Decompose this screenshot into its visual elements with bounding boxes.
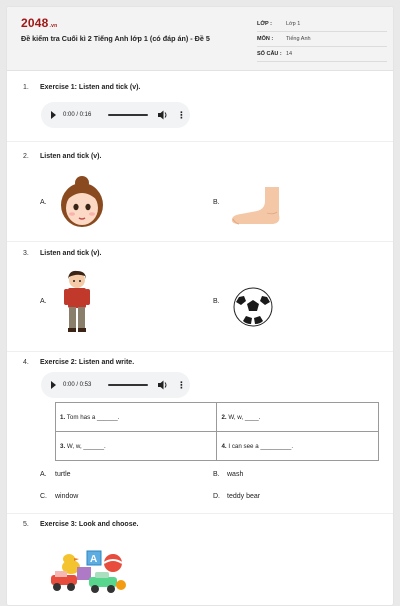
option-letter: D. bbox=[213, 493, 220, 500]
play-icon[interactable] bbox=[51, 381, 56, 389]
question-number: 2. bbox=[23, 153, 29, 160]
audio-player bbox=[41, 372, 190, 398]
volume-icon[interactable] bbox=[158, 109, 168, 121]
meta-value: 14 bbox=[286, 51, 293, 57]
cell-number: 2. bbox=[221, 413, 227, 421]
meta-row-count bbox=[257, 47, 387, 62]
fill-in-table bbox=[55, 402, 379, 461]
cell-number: 1. bbox=[60, 413, 66, 421]
question-title: Listen and tick (v). bbox=[40, 250, 102, 257]
option-text[interactable]: teddy bear bbox=[227, 493, 261, 500]
option-letter: B. bbox=[213, 298, 220, 305]
boy-image[interactable] bbox=[63, 270, 91, 334]
option-text[interactable]: turtle bbox=[55, 471, 71, 478]
question-divider bbox=[7, 141, 393, 142]
play-icon[interactable] bbox=[51, 111, 56, 119]
more-vertical-icon[interactable]: ⋮ bbox=[177, 110, 186, 120]
question-number: 1. bbox=[23, 84, 29, 91]
table-cell bbox=[217, 432, 379, 461]
meta-value: Tiếng Anh bbox=[286, 36, 311, 42]
toys-image[interactable] bbox=[45, 547, 127, 597]
cell-text: Tom has a ______. bbox=[66, 413, 120, 421]
meta-row-class bbox=[257, 17, 387, 32]
meta-key: SỐ CÂU : bbox=[257, 51, 282, 57]
foot-image[interactable] bbox=[227, 185, 287, 227]
option-text[interactable]: window bbox=[55, 493, 79, 500]
audio-time: 0:00 / 0:53 bbox=[63, 382, 92, 388]
more-vertical-icon[interactable]: ⋮ bbox=[177, 380, 186, 390]
table-row bbox=[56, 432, 379, 461]
question-divider bbox=[7, 351, 393, 352]
logo-main: 2048 bbox=[21, 16, 49, 30]
question-divider bbox=[7, 241, 393, 242]
svg-text:A: A bbox=[90, 554, 98, 565]
logo-suffix: .vn bbox=[49, 23, 58, 29]
cell-text: W, w, ______. bbox=[66, 442, 106, 450]
table-cell bbox=[56, 403, 217, 432]
table-cell bbox=[217, 403, 379, 432]
exam-page bbox=[6, 6, 394, 606]
page-title: Đề kiểm tra Cuối kì 2 Tiếng Anh lớp 1 (có đáp án) - Đề 5 bbox=[21, 34, 210, 43]
audio-progress-track[interactable] bbox=[108, 114, 148, 116]
meta-value: Lớp 1 bbox=[286, 21, 301, 27]
option-text[interactable]: wash bbox=[227, 471, 244, 478]
question-number: 3. bbox=[23, 250, 29, 257]
question-number: 5. bbox=[23, 521, 29, 528]
girl-face-image[interactable] bbox=[59, 175, 105, 229]
exam-header bbox=[7, 7, 393, 71]
question-title: Exercise 1: Listen and tick (v). bbox=[40, 84, 141, 91]
question-number: 4. bbox=[23, 359, 29, 366]
question-title: Exercise 3: Look and choose. bbox=[40, 521, 139, 528]
question-divider bbox=[7, 513, 393, 514]
option-letter: B. bbox=[213, 199, 220, 206]
audio-progress-track[interactable] bbox=[108, 384, 148, 386]
option-letter: B. bbox=[213, 471, 220, 478]
volume-icon[interactable] bbox=[158, 379, 168, 391]
option-letter: A. bbox=[40, 298, 47, 305]
cell-number: 4. bbox=[221, 442, 227, 450]
cell-text: I can see a _________. bbox=[228, 442, 294, 450]
site-logo[interactable] bbox=[21, 16, 57, 30]
exam-meta bbox=[257, 17, 387, 62]
option-letter: C. bbox=[40, 493, 47, 500]
meta-key: MÔN : bbox=[257, 36, 274, 42]
question-title: Listen and tick (v). bbox=[40, 153, 102, 160]
audio-time: 0:00 / 0:16 bbox=[63, 112, 92, 118]
meta-row-subject bbox=[257, 32, 387, 47]
option-letter: A. bbox=[40, 199, 47, 206]
table-row bbox=[56, 403, 379, 432]
audio-player bbox=[41, 102, 190, 128]
table-cell bbox=[56, 432, 217, 461]
meta-key: LỚP : bbox=[257, 21, 272, 27]
soccer-ball-image[interactable] bbox=[233, 287, 273, 327]
question-title: Exercise 2: Listen and write. bbox=[40, 359, 135, 366]
cell-number: 3. bbox=[60, 442, 66, 450]
cell-text: W, w, ____. bbox=[228, 413, 261, 421]
option-letter: A. bbox=[40, 471, 47, 478]
